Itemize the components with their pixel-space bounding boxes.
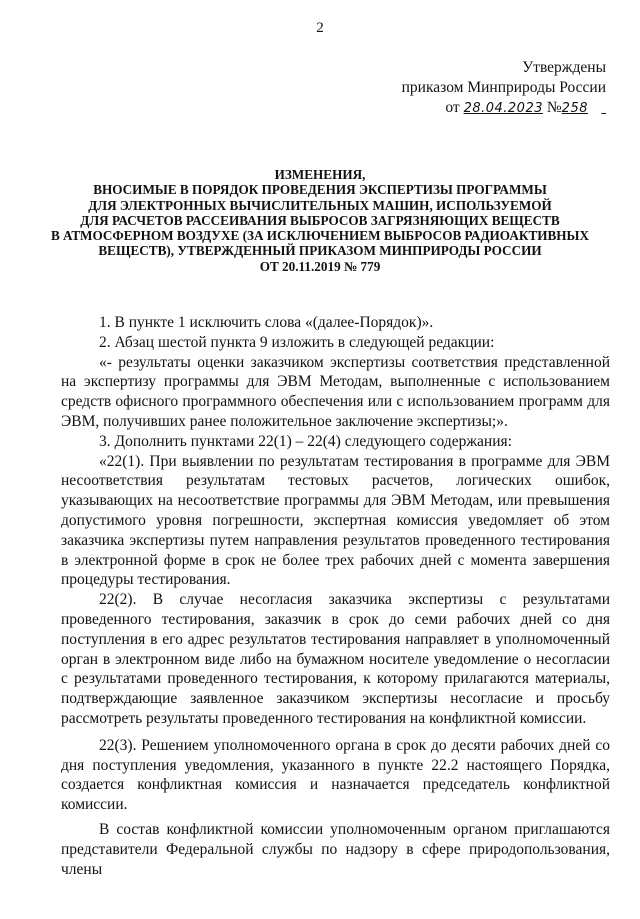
- title-line: ВЕЩЕСТВ), УТВЕРЖДЕННЫЙ ПРИКАЗОМ МИНПРИРОДЫ РОССИИ: [98, 243, 542, 259]
- paragraph-7: 22(3). Решением уполномоченного органа в срок до десяти рабочих дней со дня поступления уведомления, указанного в пункте 22.2 настоящего Порядка, создается конфликтная комиссия и назначается председатель конфликтной комиссии.: [61, 736, 610, 814]
- approval-block: [402, 58, 606, 119]
- title-line: ДЛЯ РАСЧЕТОВ РАССЕИВАНИЯ ВЫБРОСОВ ЗАГРЯЗНЯЮЩИХ ВЕЩЕСТВ: [80, 212, 560, 228]
- title-line: ОТ 20.11.2019 № 779: [259, 258, 381, 274]
- document-body: [61, 313, 610, 879]
- number-prefix: №: [546, 99, 562, 116]
- paragraph-4: 3. Дополнить пунктами 22(1) – 22(4) следующего содержания:: [99, 432, 512, 450]
- approval-line-order: приказом Минприроды России: [401, 79, 606, 96]
- number-underline: [588, 99, 606, 119]
- date-prefix: от: [445, 99, 460, 116]
- title-line: ДЛЯ ЭЛЕКТРОННЫХ ВЫЧИСЛИТЕЛЬНЫХ МАШИН, ИСПОЛЬЗУЕМОЙ: [88, 197, 552, 213]
- handwritten-number: 258: [561, 101, 588, 116]
- title-line: В АТМОСФЕРНОМ ВОЗДУХЕ (ЗА ИСКЛЮЧЕНИЕМ ВЫБРОСОВ РАДИОАКТИВНЫХ: [50, 228, 590, 244]
- approval-line-approved: Утверждены: [522, 59, 606, 76]
- approval-date-line: [402, 98, 606, 119]
- paragraph-8: В состав конфликтной комиссии уполномоченным органом приглашаются представители Федеральной службы по надзору в сфере природопользования, члены: [61, 820, 610, 878]
- paragraph-5: «22(1). При выявлении по результатам тестирования в программе для ЭВМ несоответствия результатам тестовых расчетов, логических ошибок, указывающих на несоответствие программы для ЭВМ Методам, или превышения допустимого уровня погрешности, экспертная комиссия уведомляет об этом заказчика экспертизы путем направления результатов проведенного тестирования в электронной форме в срок не более трех рабочих дней с момента завершения процедуры тестирования.: [61, 452, 610, 589]
- paragraph-1: 1. В пункте 1 исключить слова «(далее-Порядок)».: [99, 314, 434, 331]
- paragraph-2: 2. Абзац шестой пункта 9 изложить в следующей редакции:: [99, 333, 495, 351]
- document-title: [40, 167, 600, 274]
- page-number: 2: [316, 20, 324, 36]
- title-line: ИЗМЕНЕНИЯ,: [274, 167, 366, 182]
- title-line: ВНОСИМЫЕ В ПОРЯДОК ПРОВЕДЕНИЯ ЭКСПЕРТИЗЫ ПРОГРАММЫ: [93, 182, 547, 198]
- paragraph-6: 22(2). В случае несогласия заказчика экспертизы с результатами проведенного тестирования, заказчик в срок до семи рабочих дней со дня поступления в его адрес результатов тестирования направляет в уполномоченный орган в электронном виде либо на бумажном носителе уведомление о несогласии с результатами проведенного тестирования, к которому прилагаются материалы, подтверждающие заявленное заказчиком экспертизы несогласие и просьбу рассмотреть результаты проведенного тестирования на конфликтной комиссии.: [61, 591, 610, 727]
- paragraph-3: «- результаты оценки заказчиком экспертизы соответствия представленной на экспертизу программы для ЭВМ Методам, выполненные с использованием средств офисного программного обеспечения или с использованием программ для ЭВМ, получивших ранее положительное заключение экспертизы;».: [61, 353, 610, 430]
- handwritten-date: 28.04.2023: [463, 101, 543, 116]
